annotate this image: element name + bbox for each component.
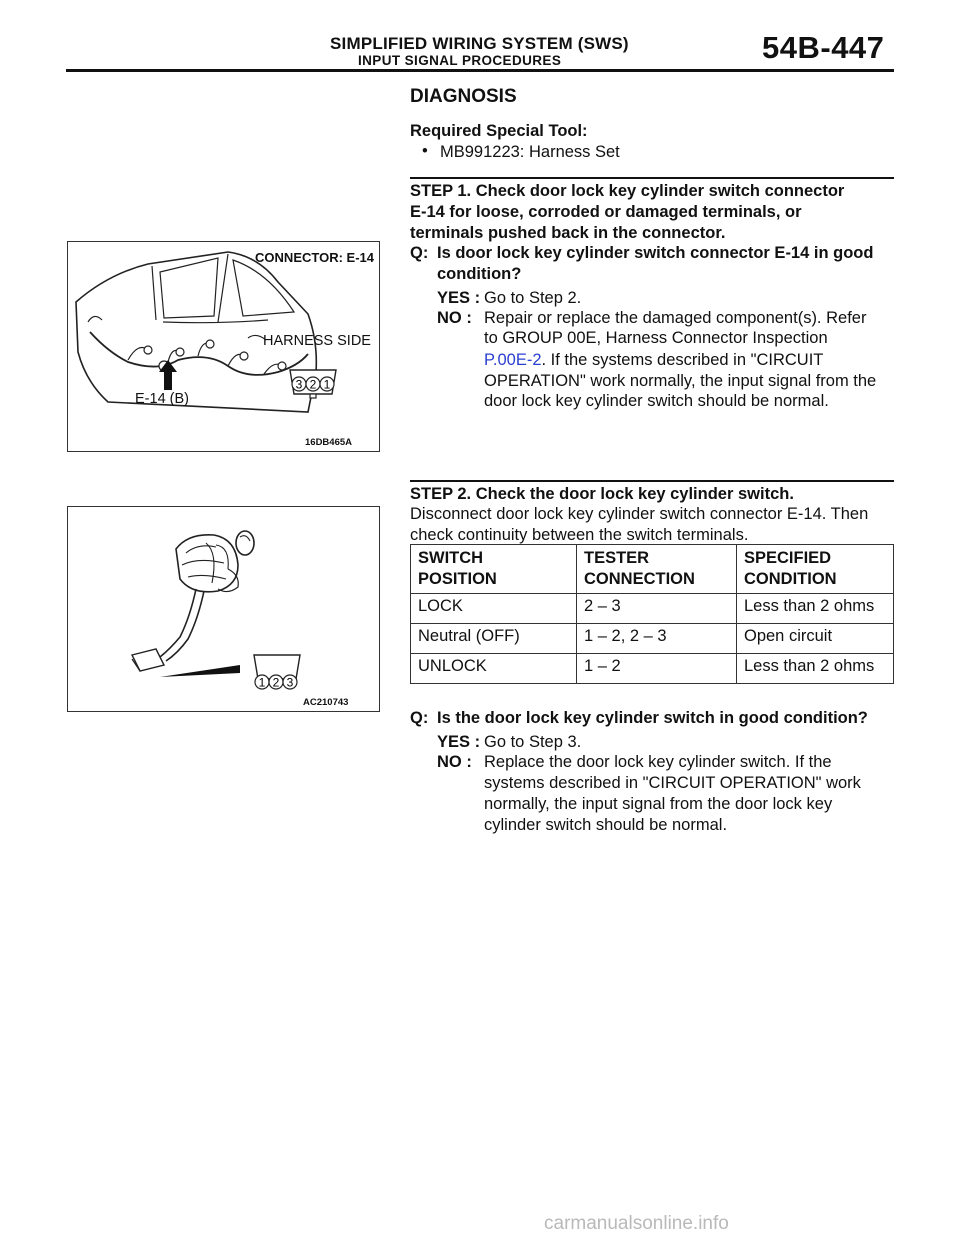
step1-no-label: NO : — [437, 309, 472, 327]
step2-no-line4: cylinder switch should be normal. — [484, 816, 728, 834]
step2-yes-label: YES : — [437, 733, 481, 751]
pin-label: 3 — [286, 675, 294, 690]
step1-no-line5: door lock key cylinder switch should be normal. — [484, 392, 829, 410]
diagnosis-heading: DIAGNOSIS — [410, 86, 517, 107]
pin-label: 2 — [309, 377, 317, 392]
table-header-row — [411, 545, 894, 594]
table-cell: Open circuit — [737, 624, 894, 654]
pin-label: 1 — [323, 377, 331, 392]
harness-side-label: HARNESS SIDE — [263, 333, 371, 349]
step2-no-line3: normally, the input signal from the door lock key — [484, 795, 833, 813]
column-header-specified-condition: SPECIFIED CONDITION — [737, 545, 894, 594]
page-number: 54B-447 — [762, 30, 885, 65]
connector-location-label: E-14 (B) — [135, 391, 189, 407]
step1-question-prefix: Q: — [410, 244, 429, 262]
table-cell: 1 – 2, 2 – 3 — [577, 624, 737, 654]
step1-title-line3: terminals pushed back in the connector. — [410, 224, 726, 242]
key-cylinder-switch-illustration — [68, 507, 381, 713]
table-cell: Less than 2 ohms — [737, 594, 894, 624]
switch-continuity-table — [410, 544, 894, 684]
table-cell: Less than 2 ohms — [737, 654, 894, 684]
bullet: • — [422, 142, 428, 160]
pin-label: 1 — [258, 675, 266, 690]
step1-no-line4: OPERATION" work normally, the input signal from the — [484, 372, 877, 390]
step1-question-line2: condition? — [437, 265, 522, 283]
table-row — [411, 594, 894, 624]
table-row — [411, 624, 894, 654]
column-header-switch-position: SWITCH POSITION — [411, 545, 577, 594]
step2-no-line1: Replace the door lock key cylinder switch. If the — [484, 753, 832, 771]
step1-no-line1: Repair or replace the damaged component(s). Refer — [484, 309, 867, 327]
connector-e14-figure — [67, 241, 380, 452]
step1-title-line2: E-14 for loose, corroded or damaged terminals, or — [410, 203, 802, 221]
step1-no-line3-rest: . If the systems described in "CIRCUIT — [541, 351, 824, 369]
step2-question-prefix: Q: — [410, 709, 429, 727]
step2-rule — [410, 480, 894, 482]
header-subtitle: INPUT SIGNAL PROCEDURES — [358, 53, 562, 68]
table-cell: UNLOCK — [411, 654, 577, 684]
table-cell: 1 – 2 — [577, 654, 737, 684]
step2-no-line2: systems described in "CIRCUIT OPERATION" work — [484, 774, 861, 792]
figure-code: 16DB465A — [305, 437, 352, 448]
step1-question-line1: Is door lock key cylinder switch connector E-14 in good — [437, 244, 874, 262]
step1-no-line2: to GROUP 00E, Harness Connector Inspection — [484, 329, 828, 347]
header-title: SIMPLIFIED WIRING SYSTEM (SWS) — [330, 34, 629, 53]
step2-title: STEP 2. Check the door lock key cylinder switch. — [410, 485, 794, 503]
step1-rule — [410, 177, 894, 179]
pin-label: 2 — [272, 675, 280, 690]
special-tool-label: Required Special Tool: — [410, 122, 588, 140]
step2-question: Is the door lock key cylinder switch in good condition? — [437, 709, 868, 727]
step1-yes-text: Go to Step 2. — [484, 289, 582, 307]
table-cell: LOCK — [411, 594, 577, 624]
figure-code: AC210743 — [303, 697, 349, 708]
step2-no-label: NO : — [437, 753, 472, 771]
step2-desc-line1: Disconnect door lock key cylinder switch connector E-14. Then — [410, 505, 869, 523]
switch-figure — [67, 506, 380, 712]
table-row — [411, 654, 894, 684]
special-tool-item: MB991223: Harness Set — [440, 143, 620, 161]
step2-desc-line2: check continuity between the switch terminals. — [410, 526, 749, 544]
group-00e-link[interactable]: P.00E-2 — [484, 351, 542, 369]
pin-label: 3 — [295, 377, 303, 392]
step2-yes-text: Go to Step 3. — [484, 733, 582, 751]
column-header-tester-connection: TESTER CONNECTION — [577, 545, 737, 594]
table-cell: Neutral (OFF) — [411, 624, 577, 654]
step1-no-line3 — [484, 350, 823, 371]
step1-yes-label: YES : — [437, 289, 481, 307]
header-rule — [66, 69, 894, 72]
table-cell: 2 – 3 — [577, 594, 737, 624]
step1-title-line1: STEP 1. Check door lock key cylinder switch connector — [410, 182, 845, 200]
connector-label: CONNECTOR: E-14 — [255, 250, 374, 265]
footer-watermark: carmanualsonline.info — [544, 1213, 729, 1234]
